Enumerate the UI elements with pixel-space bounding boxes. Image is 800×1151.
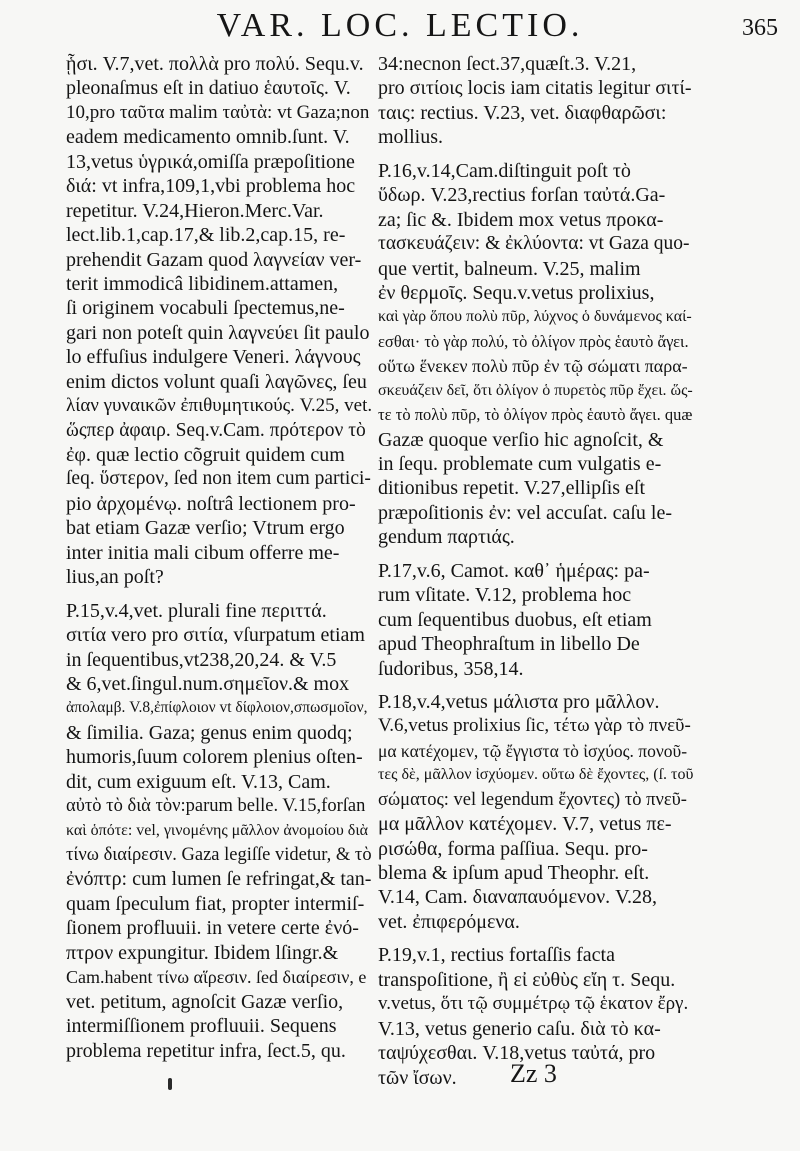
text-line: ὥςπερ ἀφαιρ. Seq.v.Cam. πρότερον τὸ <box>66 419 366 441</box>
text-line: τίνω διαίρεσιν. Gaza legiſſe videtur, & τὸ <box>66 845 372 865</box>
text-line: ταις: rectius. V.23, vet. διαφθαρῶσι: <box>378 101 667 124</box>
text-line: αὐτὸ τὸ διὰ τὸν:parum belle. V.15,forſan <box>66 796 366 817</box>
text-line: rum vſitate. V.12, problema hoc <box>378 584 632 607</box>
text-line: prehendit Gazam quod λαγνείαν ver- <box>66 248 362 271</box>
text-line: lius,an poſt? <box>66 566 164 589</box>
text-line: μα μᾶλλον κατέχομεν. V.7, vetus πε- <box>378 813 672 836</box>
text-line: intermiſſionem profluuii. Sequens <box>66 1015 337 1038</box>
paragraph-gap <box>378 681 694 690</box>
text-line: vet. ἐπιφερόμενα. <box>378 910 520 933</box>
text-line: ταψύχεσθαι. V.18,vetus ταὐτά, pro <box>378 1042 656 1065</box>
text-line: bat etiam Gazæ verſio; Vtrum ergo <box>66 517 345 540</box>
text-line: ſi originem vocabuli ſpectemus,ne- <box>66 297 345 320</box>
text-line: pro σιτίοις locis iam citatis legitur σιτί- <box>378 77 692 100</box>
text-line: ρισώθα, forma paſſiua. Sequ. pro- <box>378 837 648 860</box>
right-column <box>378 52 694 1090</box>
text-line: pio ἀρχομένῳ. noſtrâ lectionem pro- <box>66 492 356 515</box>
text-line: ἀπολαμβ. V.8,ἐπίφλοιον vt δίφλοιον,σπωσμοῖον, <box>66 699 368 717</box>
text-line: ὕδωρ. V.23,rectius forſan ταὐτά.Ga- <box>378 184 666 207</box>
text-line: καὶ ὁπότε: vel, γινομένης μᾶλλον ἀνομοίου διὰ <box>66 821 369 839</box>
text-line: lo effuſius indulgere Veneri. λάγνους <box>66 346 361 369</box>
text-line: οὕτω ἕνεκεν πολὺ πῦρ ἐν τῷ σώματι παρα- <box>378 356 688 377</box>
text-line: τασκευάζειν: & ἐκλύοντα: vt Gaza quo- <box>378 233 690 255</box>
text-line: terit immodicâ libidinem.attamen, <box>66 272 339 295</box>
paragraph-gap <box>378 550 694 559</box>
text-line: πτρον expungitur. Ibidem lſingr.& <box>66 941 339 964</box>
text-line: καὶ γὰρ ὅπου πολὺ πῦρ, λύχνος ὁ δυνάμενος καί- <box>378 308 692 326</box>
text-line: P.17,v.6, Camot. καθ᾽ ἡμέρας: pa- <box>378 559 650 582</box>
text-line: τῶν ἴσων. <box>378 1066 457 1089</box>
page-number: 365 <box>742 15 778 41</box>
text-line: ſeq. ὕστερον, ſed non item cum partici- <box>66 468 371 490</box>
text-line: gendum παρτιάς. <box>378 526 515 549</box>
text-line: ſionem profluuii. in vetere certe ἐνό- <box>66 917 359 940</box>
text-line: P.16,v.14,Cam.diſtinguit poſt τὸ <box>378 159 631 182</box>
text-line: σιτία vero pro σιτία, vſurpatum etiam <box>66 624 365 647</box>
text-line: P.18,v.4,vetus μάλιστα pro μᾶλλον. <box>378 690 660 713</box>
left-column <box>66 52 372 1063</box>
text-line: transpoſitione, ἢ εἰ εὐθὺς εἴη τ. Sequ. <box>378 968 676 991</box>
signature-mark: Zz 3 <box>510 1059 557 1088</box>
text-line: enim dictos volunt quaſi λαγῶνες, ſeu <box>66 370 367 393</box>
text-line: ᾗσι. V.7,vet. πολλὰ pro πολύ. Sequ.v. <box>66 53 364 75</box>
text-line: in ſequentibus,vt238,20,24. & V.5 <box>66 648 337 671</box>
text-line: que vertit, balneum. V.25, malim <box>378 257 641 280</box>
text-line: ἐφ. quæ lectio cõgruit quidem cum <box>66 444 345 466</box>
text-line: & ſimilia. Gaza; genus enim quodq; <box>66 721 353 744</box>
text-line: Gazæ quoque verſio hic agnoſcit, & <box>378 428 664 451</box>
text-line: vet. petitum, agnoſcit Gazæ verſio, <box>66 990 344 1013</box>
text-line: 13,vetus ὑγρικά,omiſſa præpoſitione <box>66 150 355 173</box>
paragraph-gap <box>378 150 694 159</box>
text-line: quam ſpeculum fiat, propter intermiſ- <box>66 892 365 915</box>
text-line: Cam.habent τίνω αἵρεσιν. ſed διαίρεσιν, e <box>66 967 367 988</box>
text-line: V.14, Cam. διαναπαυόμενον. V.28, <box>378 886 657 909</box>
text-line: μα κατέχομεν, τῷ ἔγγιστα τὸ ἰσχύος. πονοῦ- <box>378 740 688 761</box>
text-line: σώματος: vel legendum ἔχοντες) τὸ πνεῦ- <box>378 789 687 810</box>
text-line: problema repetitur infra, ſect.5, qu. <box>66 1039 346 1062</box>
text-line: humoris,ſuum colorem plenius oſten- <box>66 746 363 769</box>
text-line: gari non poteſt quin λαγνεύει ſit paulo <box>66 321 370 344</box>
text-line: apud Theophraſtum in libello De <box>378 633 640 656</box>
running-head: VAR. LOC. LECTIO. <box>216 7 584 44</box>
text-line: v.vetus, ὅτι τῷ συμμέτρῳ τῷ ἑκατον ἔργ. <box>378 993 689 1015</box>
paragraph-gap <box>66 590 372 599</box>
text-line: 10,pro ταῦτα malim ταὐτὰ: vt Gaza;non <box>66 101 370 123</box>
text-line: ditionibus repetit. V.27,ellipſis eſt <box>378 477 646 500</box>
text-line: V.13, vetus generio caſu. διὰ τὸ κα- <box>378 1017 661 1040</box>
text-line: τες δὲ, μᾶλλον ἰσχύομεν. οὕτω δὲ ἔχοντες, (ſ. τοῦ <box>378 766 694 784</box>
text-line: cum ſequentibus duobus, eſt etiam <box>378 608 652 631</box>
text-line: eadem medicamento omnib.ſunt. V. <box>66 126 350 149</box>
text-line: za; ſic &. Ibidem mox vetus προκα- <box>378 208 664 231</box>
text-line: λίαν γυναικῶν ἐπιθυμητικούς. V.25, vet. <box>66 395 373 417</box>
text-line: P.15,v.4,vet. plurali fine περιττά. <box>66 599 327 622</box>
text-line: pleonaſmus eſt in datiuo ἑαυτοῖς. V. <box>66 77 351 100</box>
text-line: ſudoribus, 358,14. <box>378 657 524 680</box>
text-line: repetitur. V.24,Hieron.Merc.Var. <box>66 199 324 222</box>
text-line: mollius. <box>378 126 444 149</box>
text-line: lect.lib.1,cap.17,& lib.2,cap.15, re- <box>66 224 346 247</box>
paragraph-gap <box>378 934 694 943</box>
text-line: ἐν θερμοῖς. Sequ.v.vetus prolixius, <box>378 281 655 304</box>
text-line: blema & ipſum apud Theophr. eſt. <box>378 862 650 884</box>
text-line: εσθαι· τὸ γὰρ πολύ, τὸ ὀλίγον πρὸς ἑαυτὸ ἄγει. <box>378 331 689 351</box>
text-line: in ſequ. problemate cum vulgatis e- <box>378 453 662 475</box>
text-line: ἐνόπτρ: cum lumen ſe refringat,& tan- <box>66 868 372 891</box>
text-line: 34:necnon ſect.37,quæſt.3. V.21, <box>378 53 637 75</box>
text-line: præpoſitionis ἐν: vel accuſat. caſu le- <box>378 501 673 524</box>
text-line: dit, cum exiguum eſt. V.13, Cam. <box>66 770 331 793</box>
text-line: V.6,vetus prolixius ſic, τέτω γὰρ τὸ πνεῦ- <box>378 715 691 737</box>
text-line: σκευάζειν δεῖ, ὅτι ὀλίγον ὁ πυρετὸς πῦρ ἔχει. ὥς- <box>378 381 693 399</box>
ink-blot <box>168 1078 172 1090</box>
text-line: & 6,vet.ſingul.num.σημεῖον.& mox <box>66 672 350 695</box>
text-line: P.19,v.1, rectius fortaſſis facta <box>378 944 615 967</box>
text-line: διά: vt infra,109,1,vbi problema hoc <box>66 175 356 198</box>
text-line: τε τὸ πολὺ πῦρ, τὸ ὀλίγον πρὸς ἑαυτὸ ἄγει. quæ <box>378 405 693 425</box>
text-line: inter initia mali cibum offerre me- <box>66 541 340 564</box>
